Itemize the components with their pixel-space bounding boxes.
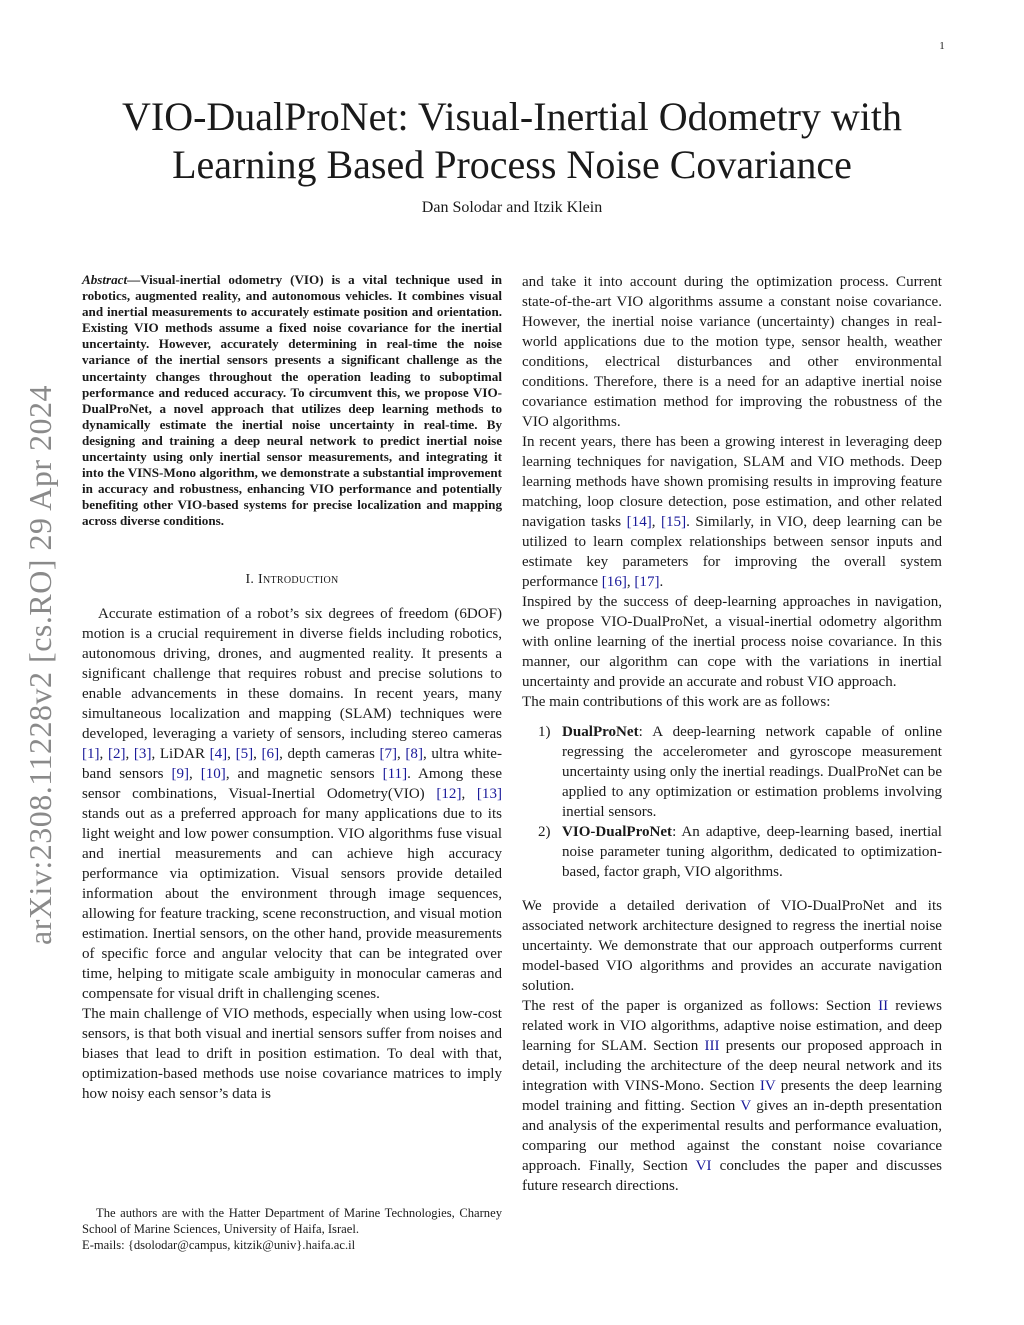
text-run: . Similarly, in VIO, deep learning can be utilized to learn complex relationships between sensor inputs and estimate key parameters for improving the overall system performance xyxy=(522,514,942,590)
intro-paragraph-7 xyxy=(522,996,942,1196)
section-link[interactable]: V xyxy=(740,1098,751,1114)
contribution-name: DualProNet xyxy=(562,724,639,740)
abstract-label: Abstract xyxy=(82,272,128,287)
contribution-text: : An adaptive, deep-learning based, inertial noise parameter tuning algorithm, dedicated to optimization-based, factor graph, VIO algorithms. xyxy=(562,824,942,880)
text-run: presents our proposed approach in detail, including the architecture of the deep neural network and its integration with VINS-Mono. Section xyxy=(522,1038,942,1094)
text-run: The rest of the paper is organized as follows: Section xyxy=(522,998,879,1014)
text-run: stands out as a preferred approach for many applications due to its light weight and low power consumption. VIO algorithms fuse visual and inertial measurements and can achieve high accuracy performance via optimization. Visual sensors provide detailed information about the environment through image sequences, allowing for feature tracking, scene reconstruction, and visual motion estimation. Inertial sensors, on the other hand, provide measurements of specific force and angular velocity that can be integrated over time, helping to mitigate scale ambiguity in monocular cameras and compensate for visual drift in challenging scenes. xyxy=(82,805,502,1002)
section-link[interactable]: III xyxy=(704,1038,720,1054)
intro-paragraph-2-continued: and take it into account during the optimization process. Current state-of-the-art VIO algorithms assume a constant noise covariance. However, the inertial noise variance (uncertainty) changes in real-world applications due to the motion type, sensor health, weather conditions, electrical disturbances and other environmental conditions. Therefore, there is a need for an adaptive inertial noise covariance estimation method for improving the robustness of the VIO algorithms. xyxy=(522,274,942,430)
text-run: Accurate estimation of a robot’s six degrees of freedom (6DOF) motion is a crucial requirement in diverse fields including robotics, autonomous driving, drones, and augmented reality. It presents a significant challenge that requires robust and precise solutions to enable advancements in these domains. In recent years, many simultaneous localization and mapping (SLAM) techniques were developed, leveraging a variety of sensors, including stereo cameras xyxy=(82,605,502,742)
text-run: , depth cameras xyxy=(279,745,380,762)
citation-link[interactable]: [10] xyxy=(200,765,226,782)
abstract xyxy=(82,272,502,530)
text-run: reviews related work in VIO algorithms, adaptive noise estimation, and deep learning for SLAM. Section xyxy=(522,998,942,1054)
citation-link[interactable]: [3] xyxy=(133,745,152,762)
citation-link[interactable]: [7] xyxy=(379,745,397,762)
citation-link[interactable]: [12] xyxy=(436,785,462,802)
abstract-text: —Visual-inertial odometry (VIO) is a vital technique used in robotics, augmented reality, and autonomous vehicles. It combines visual and inertial measurements to accurately estimate position and orientation. Existing VIO methods assume a fixed noise covariance for the inertial uncertainty. However, accurately determining in real-time the noise variance of the inertial sensors presents a significant challenge as the uncertainty changes throughout the operation leading to suboptimal performance and reduced accuracy. To circumvent this, we propose VIO-DualProNet, a novel approach that utilizes deep learning methods to dynamically estimate the inertial noise uncertainty in real-time. By designing and training a deep neural network to predict inertial noise uncertainty using only inertial sensor measurements, and integrating it into the VINS-Mono algorithm, we demonstrate a substantial improvement in accuracy and robustness, enhancing VIO performance and potentially benefiting other VIO-based systems for precise localization and mapping across diverse conditions. xyxy=(82,272,502,529)
text-run: concludes the paper and discusses future research directions. xyxy=(522,1158,942,1194)
citation-link[interactable]: [5] xyxy=(235,745,254,762)
citation-link[interactable]: [17] xyxy=(634,574,660,590)
list-item xyxy=(522,722,942,822)
citation-link[interactable]: [14] xyxy=(626,514,652,530)
section-link[interactable]: IV xyxy=(759,1078,776,1094)
intro-paragraph-2: The main challenge of VIO methods, especially when using low-cost sensors, is that both visual and inertial sensors suffer from noises and biases that lead to drift in position estimation. To deal with that, optimization-based methods use noise covariance matrices to imply how noisy each sensor’s data is xyxy=(82,1005,502,1102)
footnote-affiliation: The authors are with the Hatter Department of Marine Technologies, Charney School of Marine Sciences, University of Haifa, Israel. xyxy=(82,1206,502,1236)
right-column xyxy=(522,272,942,1196)
citation-link[interactable]: [6] xyxy=(261,745,280,762)
text-run: , ultra white-band sensors xyxy=(82,745,502,782)
citation-link[interactable]: [11] xyxy=(382,765,408,782)
footnote xyxy=(82,1205,502,1253)
text-run: , and magnetic sensors xyxy=(225,765,383,782)
list-item xyxy=(522,822,942,882)
text-run: gives an in-depth presentation and analysis of the experimental results and performance evaluation, comparing our method against the constant noise covariance approach. Finally, Section xyxy=(522,1098,942,1174)
text-run: In recent years, there has been a growing interest in leveraging deep learning techniques for navigation, SLAM and VIO methods. Deep learning methods have shown promising results in improving feature matching, loop closure detection, pose estimation, and other related navigation tasks xyxy=(522,434,942,530)
citation-link[interactable]: [1] xyxy=(82,745,100,762)
intro-paragraph-6: We provide a detailed derivation of VIO-DualProNet and its associated network architecture designed to regress the inertial noise uncertainty. We demonstrate that our approach outperforms current model-based VIO algorithms and provides an accurate navigation solution. xyxy=(522,898,942,994)
arxiv-stamp: arXiv:2308.11228v2 [cs.RO] 29 Apr 2024 xyxy=(22,385,58,945)
left-column xyxy=(82,272,502,1104)
page-number: 1 xyxy=(939,40,945,52)
section-link[interactable]: VI xyxy=(695,1158,712,1174)
citation-link[interactable]: [16] xyxy=(601,574,627,590)
section-link[interactable]: II xyxy=(878,998,889,1014)
list-number: 2) xyxy=(538,824,551,840)
citation-link[interactable]: [15] xyxy=(661,514,687,530)
section-heading-introduction: I. Introduction xyxy=(245,571,339,587)
intro-paragraph-3: In recent years, there has been a growing interest in leveraging deep learning techniques for navigation, SLAM and VIO methods. Deep learning methods have shown promising results in improving feature matching, loop closure detection, pose estimation, and other related navigation tasks [14], [15]. Similarly, in VIO, deep learning can be utilized to learn complex relationships between sensor inputs and estimate key parameters for improving the overall system performance [16], [17]. xyxy=(522,434,942,590)
citation-link[interactable]: [2] xyxy=(107,745,126,762)
contribution-name: VIO-DualProNet xyxy=(562,824,673,840)
text-run: presents the deep learning model training and fitting. Section xyxy=(522,1078,942,1114)
intro-paragraph-1: Accurate estimation of a robot’s six degrees of freedom (6DOF) motion is a crucial requirement in diverse fields including robotics, autonomous driving, drones, and augmented reality. It presents a significant challenge that requires robust and precise solutions to enable advancements in these domains. In recent years, many simultaneous localization and mapping (SLAM) techniques were developed, leveraging a variety of sensors, including stereo cameras [1], [2], [3], LiDAR [4], [5], [6], depth cameras [7], [8], ultra white-band sensors [9], [10], and magnetic sensors [11]. Among these sensor combinations, Visual-Inertial Odometry(VIO) [12], [13] stands out as a preferred approach for many applications due to its light weight and low power consumption. VIO algorithms fuse visual and inertial measurements and can achieve high accuracy performance via optimization. Visual sensors provide detailed information about the environment through image sequences, allowing for feature tracking, scene reconstruction, and visual motion estimation. Inertial sensors, on the other hand, provide measurements of specific force and angular velocity that can be integrated over time, helping to mitigate scale ambiguity in monocular cameras and compensate for visual drift in challenging scenes. xyxy=(82,605,502,1002)
citation-link[interactable]: [4] xyxy=(209,745,228,762)
text-run: . Among these sensor combinations, Visual-Inertial Odometry(VIO) xyxy=(82,765,502,802)
intro-paragraph-4: Inspired by the success of deep-learning approaches in navigation, we propose VIO-DualProNet, a visual-inertial odometry algorithm with online learning of the inertial process noise covariance. In this manner, our algorithm can cope with the variations in inertial uncertainty and provide an accurate and robust VIO approach. xyxy=(522,594,942,690)
citation-link[interactable]: [9] xyxy=(171,765,190,782)
contributions-list xyxy=(522,722,942,882)
paper-title: VIO-DualProNet: Visual-Inertial Odometry with Learning Based Process Noise Covariance xyxy=(121,94,903,187)
footnote-emails: E-mails: {dsolodar@campus, kitzik@univ}.haifa.ac.il xyxy=(82,1238,356,1252)
citation-link[interactable]: [8] xyxy=(405,745,423,762)
text-run: , LiDAR xyxy=(151,745,210,762)
paper-authors: Dan Solodar and Itzik Klein xyxy=(421,199,603,216)
intro-paragraph-5: The main contributions of this work are as follows: xyxy=(522,694,831,710)
list-number: 1) xyxy=(538,724,551,740)
citation-link[interactable]: [13] xyxy=(476,785,502,802)
contribution-text: : A deep-learning network capable of online regressing the accelerometer and gyroscope measurement uncertainty using only the inertial readings. DualProNet can be applied to any optimization or estimation problems involving inertial sensors. xyxy=(562,724,942,820)
